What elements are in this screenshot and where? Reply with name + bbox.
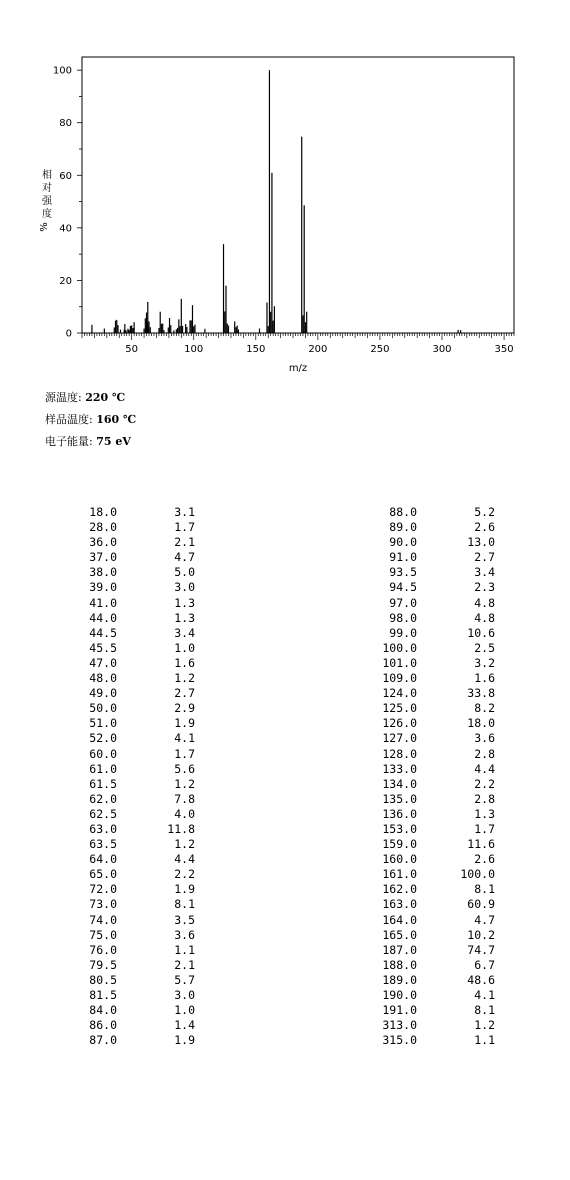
intensity-cell: 1.7 <box>174 520 195 535</box>
table-row <box>0 596 570 611</box>
mz-cell: 188.0 <box>382 957 417 972</box>
y-axis-label-char: 强 <box>42 196 52 207</box>
mz-cell: 165.0 <box>382 927 417 942</box>
mz-cell: 38.0 <box>89 565 117 580</box>
table-row <box>0 701 570 716</box>
table-row <box>0 641 570 656</box>
intensity-cell: 18.0 <box>467 716 495 731</box>
table-row <box>0 520 570 535</box>
mz-cell: 128.0 <box>382 746 417 761</box>
intensity-cell: 1.2 <box>174 837 195 852</box>
table-row <box>0 505 570 520</box>
table-row <box>0 1018 570 1033</box>
intensity-cell: 1.1 <box>174 942 195 957</box>
mz-cell: 75.0 <box>89 927 117 942</box>
mz-cell: 109.0 <box>382 671 417 686</box>
intensity-cell: 3.2 <box>474 655 495 670</box>
mz-cell: 62.5 <box>89 806 117 821</box>
electron-energy <box>45 433 131 449</box>
intensity-cell: 74.7 <box>467 942 495 957</box>
y-axis-label-char: 相 <box>42 170 52 181</box>
intensity-cell: 1.6 <box>474 671 495 686</box>
sample-temperature-label: 样品温度: <box>45 413 93 426</box>
intensity-cell: 10.2 <box>467 927 495 942</box>
mz-cell: 187.0 <box>382 942 417 957</box>
intensity-cell: 3.1 <box>174 505 195 519</box>
intensity-cell: 3.6 <box>474 731 495 746</box>
mz-cell: 315.0 <box>382 1033 417 1048</box>
x-tick-label: 200 <box>308 344 328 355</box>
mz-cell: 97.0 <box>389 595 417 610</box>
mz-cell: 81.5 <box>89 988 117 1002</box>
intensity-cell: 4.4 <box>174 852 195 867</box>
intensity-cell: 1.2 <box>174 776 195 791</box>
intensity-cell: 1.9 <box>174 1033 195 1048</box>
mz-cell: 190.0 <box>382 988 417 1002</box>
mz-cell: 87.0 <box>89 1033 117 1048</box>
table-row <box>0 626 570 641</box>
intensity-cell: 1.6 <box>174 655 195 670</box>
intensity-cell: 1.4 <box>174 1018 195 1033</box>
y-tick-label: 20 <box>59 275 72 287</box>
mz-cell: 74.0 <box>89 912 117 927</box>
table-row <box>0 988 570 1003</box>
table-row <box>0 867 570 882</box>
y-tick-label: 60 <box>59 170 72 182</box>
intensity-cell: 2.7 <box>474 550 495 565</box>
mz-cell: 76.0 <box>89 942 117 957</box>
x-ticks <box>82 333 514 355</box>
intensity-cell: 1.0 <box>174 1003 195 1018</box>
intensity-cell: 2.8 <box>474 746 495 761</box>
table-row <box>0 897 570 912</box>
y-axis-label-char: 对 <box>42 183 52 194</box>
intensity-cell: 1.2 <box>474 1018 495 1033</box>
mz-cell: 98.0 <box>389 610 417 625</box>
table-row <box>0 611 570 626</box>
intensity-cell: 8.1 <box>474 1003 495 1018</box>
table-row <box>0 882 570 897</box>
mz-cell: 80.5 <box>89 972 117 987</box>
table-row <box>0 958 570 973</box>
intensity-cell: 6.7 <box>474 957 495 972</box>
y-axis-label-char: 度 <box>42 209 52 220</box>
intensity-cell: 2.8 <box>474 791 495 806</box>
intensity-cell: 4.1 <box>174 731 195 746</box>
x-tick-label: 100 <box>184 344 204 355</box>
peak-bars <box>92 70 461 333</box>
mz-cell: 93.5 <box>389 565 417 580</box>
mz-cell: 44.0 <box>89 610 117 625</box>
x-axis-label: m/z <box>288 363 308 374</box>
mz-cell: 61.5 <box>89 776 117 791</box>
mz-cell: 133.0 <box>382 761 417 776</box>
mz-cell: 28.0 <box>89 520 117 535</box>
source-temperature-value: 220 ℃ <box>85 391 126 404</box>
table-row <box>0 716 570 731</box>
table-row <box>0 837 570 852</box>
sample-temperature-value: 160 ℃ <box>96 413 137 426</box>
intensity-cell: 8.1 <box>474 882 495 897</box>
mz-cell: 79.5 <box>89 957 117 972</box>
mz-cell: 91.0 <box>389 550 417 565</box>
intensity-cell: 1.9 <box>174 716 195 731</box>
intensity-cell: 100.0 <box>460 867 495 882</box>
table-row <box>0 686 570 701</box>
intensity-cell: 1.1 <box>474 1033 495 1048</box>
mz-cell: 153.0 <box>382 821 417 836</box>
mz-cell: 48.0 <box>89 671 117 686</box>
mz-cell: 125.0 <box>382 701 417 716</box>
mz-cell: 163.0 <box>382 897 417 912</box>
intensity-cell: 5.6 <box>174 761 195 776</box>
mz-cell: 160.0 <box>382 852 417 867</box>
intensity-cell: 3.0 <box>174 988 195 1002</box>
mz-cell: 88.0 <box>389 505 417 519</box>
mz-cell: 84.0 <box>89 1003 117 1018</box>
y-tick-label: 80 <box>59 118 72 130</box>
intensity-cell: 1.3 <box>174 610 195 625</box>
mz-cell: 191.0 <box>382 1003 417 1018</box>
table-row <box>0 807 570 822</box>
intensity-cell: 2.6 <box>474 520 495 535</box>
electron-energy-label: 电子能量: <box>45 435 93 448</box>
intensity-cell: 4.4 <box>474 761 495 776</box>
mz-cell: 50.0 <box>89 701 117 716</box>
mz-cell: 37.0 <box>89 550 117 565</box>
mz-cell: 60.0 <box>89 746 117 761</box>
intensity-cell: 2.1 <box>174 957 195 972</box>
x-tick-label: 300 <box>432 344 452 355</box>
mz-cell: 189.0 <box>382 972 417 987</box>
y-axis-label <box>39 168 53 232</box>
y-ticks <box>53 66 82 340</box>
intensity-cell: 4.1 <box>474 988 495 1002</box>
mz-cell: 101.0 <box>382 655 417 670</box>
mz-cell: 52.0 <box>89 731 117 746</box>
table-row <box>0 913 570 928</box>
table-row <box>0 731 570 746</box>
y-axis-label-unit: % <box>39 222 50 232</box>
mz-cell: 135.0 <box>382 791 417 806</box>
plot-frame <box>82 57 514 333</box>
intensity-cell: 1.3 <box>474 806 495 821</box>
mz-cell: 94.5 <box>389 580 417 595</box>
intensity-cell: 4.7 <box>174 550 195 565</box>
intensity-cell: 48.6 <box>467 972 495 987</box>
table-row <box>0 822 570 837</box>
mz-cell: 161.0 <box>382 867 417 882</box>
intensity-cell: 11.8 <box>167 821 195 836</box>
mz-cell: 73.0 <box>89 897 117 912</box>
intensity-cell: 3.4 <box>174 625 195 640</box>
mz-cell: 136.0 <box>382 806 417 821</box>
intensity-cell: 7.8 <box>174 791 195 806</box>
intensity-cell: 1.3 <box>174 595 195 610</box>
table-row <box>0 777 570 792</box>
table-row <box>0 1033 570 1048</box>
x-tick-label: 150 <box>246 344 266 355</box>
mz-cell: 62.0 <box>89 791 117 806</box>
peak-table-right <box>0 505 570 1048</box>
intensity-cell: 1.0 <box>174 640 195 655</box>
intensity-cell: 8.2 <box>474 701 495 716</box>
table-row <box>0 671 570 686</box>
intensity-cell: 1.7 <box>474 821 495 836</box>
mz-cell: 49.0 <box>89 686 117 701</box>
intensity-cell: 2.2 <box>174 867 195 882</box>
mz-cell: 51.0 <box>89 716 117 731</box>
table-row <box>0 747 570 762</box>
intensity-cell: 2.9 <box>174 701 195 716</box>
intensity-cell: 2.3 <box>474 580 495 595</box>
mz-cell: 162.0 <box>382 882 417 897</box>
mz-cell: 126.0 <box>382 716 417 731</box>
mz-cell: 99.0 <box>389 625 417 640</box>
y-tick-label: 0 <box>65 328 72 340</box>
mz-cell: 86.0 <box>89 1018 117 1033</box>
mz-cell: 164.0 <box>382 912 417 927</box>
mz-cell: 89.0 <box>389 520 417 535</box>
mz-cell: 18.0 <box>89 505 117 519</box>
sample-temperature <box>45 411 136 427</box>
table-row <box>0 943 570 958</box>
intensity-cell: 3.4 <box>474 565 495 580</box>
intensity-cell: 5.7 <box>174 972 195 987</box>
x-tick-label: 50 <box>125 344 139 355</box>
intensity-cell: 1.2 <box>174 671 195 686</box>
intensity-cell: 4.8 <box>474 610 495 625</box>
table-row <box>0 1003 570 1018</box>
intensity-cell: 2.2 <box>474 776 495 791</box>
mz-cell: 44.5 <box>89 625 117 640</box>
intensity-cell: 60.9 <box>467 897 495 912</box>
mz-cell: 63.0 <box>89 821 117 836</box>
intensity-cell: 2.6 <box>474 852 495 867</box>
mass-spectrum-chart <box>0 0 570 380</box>
table-row <box>0 852 570 867</box>
mz-cell: 63.5 <box>89 837 117 852</box>
intensity-cell: 5.2 <box>474 505 495 519</box>
mz-cell: 127.0 <box>382 731 417 746</box>
source-temperature <box>45 389 125 405</box>
intensity-cell: 4.7 <box>474 912 495 927</box>
intensity-cell: 2.1 <box>174 535 195 550</box>
intensity-cell: 3.6 <box>174 927 195 942</box>
mz-cell: 36.0 <box>89 535 117 550</box>
table-row <box>0 535 570 550</box>
intensity-cell: 5.0 <box>174 565 195 580</box>
intensity-cell: 2.5 <box>474 640 495 655</box>
table-row <box>0 580 570 595</box>
table-row <box>0 928 570 943</box>
intensity-cell: 8.1 <box>174 897 195 912</box>
mz-cell: 124.0 <box>382 686 417 701</box>
table-row <box>0 792 570 807</box>
intensity-cell: 13.0 <box>467 535 495 550</box>
mz-cell: 72.0 <box>89 882 117 897</box>
table-row <box>0 762 570 777</box>
y-tick-label: 100 <box>52 65 72 77</box>
table-row <box>0 656 570 671</box>
mz-cell: 61.0 <box>89 761 117 776</box>
intensity-cell: 33.8 <box>467 686 495 701</box>
electron-energy-value: 75 eV <box>96 435 131 448</box>
table-row <box>0 550 570 565</box>
mz-cell: 159.0 <box>382 837 417 852</box>
source-temperature-label: 源温度: <box>45 391 82 404</box>
intensity-cell: 4.0 <box>174 806 195 821</box>
table-row <box>0 973 570 988</box>
mz-cell: 64.0 <box>89 852 117 867</box>
table-row <box>0 565 570 580</box>
intensity-cell: 4.8 <box>474 595 495 610</box>
intensity-cell: 10.6 <box>467 625 495 640</box>
intensity-cell: 1.9 <box>174 882 195 897</box>
mz-cell: 65.0 <box>89 867 117 882</box>
mz-cell: 100.0 <box>382 640 417 655</box>
intensity-cell: 3.5 <box>174 912 195 927</box>
intensity-cell: 2.7 <box>174 686 195 701</box>
intensity-cell: 1.7 <box>174 746 195 761</box>
y-tick-label: 40 <box>59 223 72 235</box>
mz-cell: 90.0 <box>389 535 417 550</box>
mz-cell: 39.0 <box>89 580 117 595</box>
intensity-cell: 3.0 <box>174 580 195 595</box>
mz-cell: 134.0 <box>382 776 417 791</box>
mz-cell: 47.0 <box>89 655 117 670</box>
mz-cell: 41.0 <box>89 595 117 610</box>
x-tick-label: 350 <box>494 344 514 355</box>
mz-cell: 45.5 <box>89 640 117 655</box>
intensity-cell: 11.6 <box>467 837 495 852</box>
mz-cell: 313.0 <box>382 1018 417 1033</box>
x-tick-label: 250 <box>370 344 390 355</box>
